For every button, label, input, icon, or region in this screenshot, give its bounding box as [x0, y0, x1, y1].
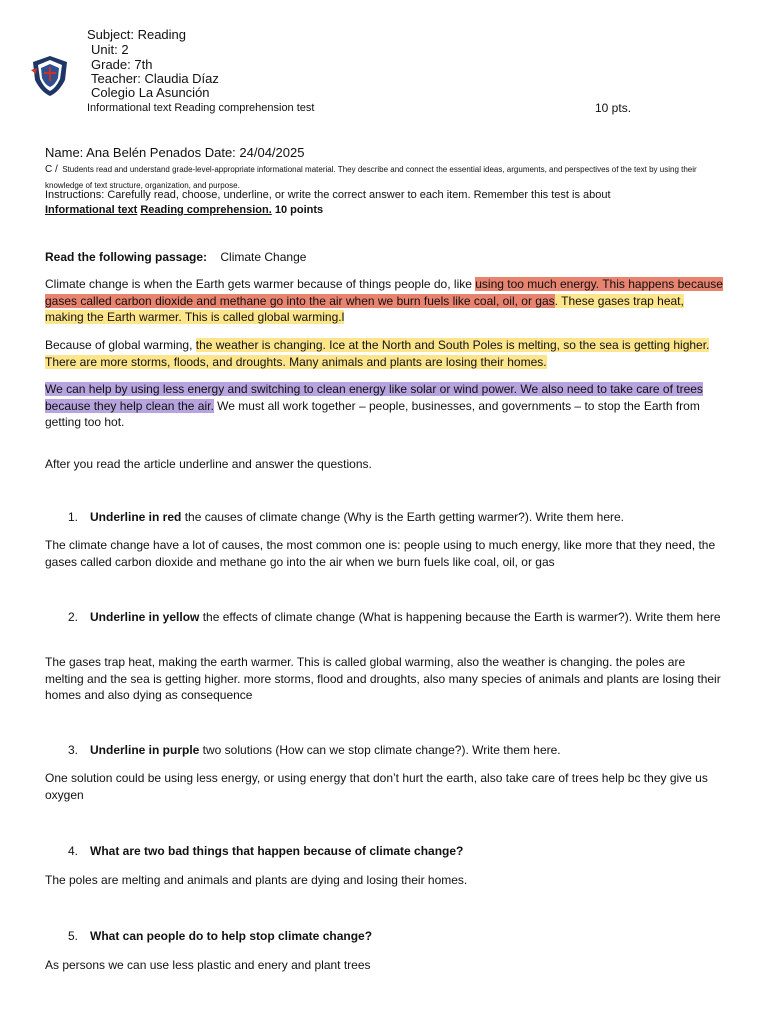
p2-yellow-highlight: the weather is changing. Ice at the North and South Poles is melting, so the sea is getting higher. There are more storms, floods, and droughts. Many animals and plants are losing their homes.: [45, 338, 710, 369]
teacher-line: Teacher: Claudia Díaz: [91, 71, 219, 86]
subject-line: Subject: Reading: [87, 27, 187, 42]
question-prompt-bold: Underline in purple: [90, 743, 200, 757]
question-3: [68, 742, 728, 759]
question-number: 4.: [68, 844, 79, 858]
p1-yellow-highlight: . These gases trap heat, making the Earth warmer. This is called global warming.l: [45, 293, 684, 324]
instructions-text: Instructions: Carefully read, choose, underline, or write the correct answer to each item. Remember this test is about: [45, 189, 611, 201]
question-2: [68, 609, 728, 626]
answer-1[interactable]: The climate change have a lot of causes, the most common one is: people using to much energy, like more that they need, the gases called carbon dioxide and methane go into the air when we burn fuels like coal, oil, or gas: [45, 538, 716, 569]
passage-paragraph-1: [45, 276, 725, 326]
passage-title: Climate Change: [220, 250, 307, 264]
grade-line: Grade: 7th: [91, 57, 153, 72]
question-prompt-text: two solutions (How can we stop climate change?). Write them here.: [199, 743, 561, 757]
question-1: [68, 509, 728, 526]
question-prompt-text: the effects of climate change (What is happening because the Earth is warmer?). Write them here: [199, 610, 721, 624]
topic-reading: Reading comprehension.: [140, 204, 272, 216]
p1-plain: Climate change is when the Earth gets warmer because of things people do, like: [45, 277, 476, 291]
question-prompt-bold: Underline in red: [90, 510, 182, 524]
question-prompt-bold: Underline in yellow: [90, 610, 200, 624]
question-number: 5.: [68, 929, 79, 943]
p1-red-highlight: using too much energy. This happens because gases called carbon dioxide and methane go into the air when we burn fuels like coal, oil, or gas: [45, 277, 723, 308]
question-4: [68, 843, 728, 860]
test-points: 10 pts.: [595, 101, 632, 115]
passage-paragraph-3: [45, 381, 725, 431]
school-shield-icon: [29, 54, 71, 98]
question-prompt-bold: What can people do to help stop climate change?: [90, 929, 373, 943]
question-number: 1.: [68, 510, 79, 524]
test-title: Informational text Reading comprehension test: [87, 102, 315, 114]
topic-informational: Informational text: [45, 204, 138, 216]
school-logo: [29, 54, 71, 98]
standard-code: C /: [45, 164, 58, 175]
p3-plain: We must all work together – people, businesses, and governments – to stop the Earth from getting too hot.: [45, 398, 700, 429]
passage-heading: [45, 249, 306, 265]
answer-3[interactable]: One solution could be using less energy, or using energy that don’t hurt the earth, also take care of trees help bc they give us oxygen: [45, 771, 708, 802]
question-5: [68, 928, 728, 945]
school-line: Colegio La Asunción: [91, 85, 210, 100]
unit-line: Unit: 2: [91, 42, 129, 57]
p2-plain: Because of global warming,: [45, 338, 196, 352]
passage-paragraph-2: [45, 337, 725, 370]
answer-2[interactable]: The gases trap heat, making the earth warmer. This is called global warming, also the weather is changing. the poles are melting and the sea is getting higher. more storms, flood and droughts, also many species of animals and plants are losing their homes and also dying as consequence: [45, 655, 721, 702]
instructions-block: [45, 188, 745, 218]
answer-5[interactable]: As persons we can use less plastic and enery and plant trees: [45, 958, 371, 972]
question-prompt-text: the causes of climate change (Why is the Earth getting warmer?). Write them here.: [181, 510, 624, 524]
question-number: 2.: [68, 610, 79, 624]
answer-4[interactable]: The poles are melting and animals and plants are dying and losing their homes.: [45, 873, 468, 887]
p3-purple-highlight: We can help by using less energy and switching to clean energy like solar or wind power. We also need to take care of trees because they help clean the air.: [45, 382, 703, 413]
name-date-line: Name: Ana Belén Penados Date: 24/04/2025: [45, 145, 305, 160]
after-reading-instruction: After you read the article underline and answer the questions.: [45, 457, 372, 471]
topic-points: 10 points: [274, 204, 324, 216]
question-prompt-bold: What are two bad things that happen because of climate change?: [90, 844, 464, 858]
question-number: 3.: [68, 743, 79, 757]
passage-label: Read the following passage:: [45, 250, 208, 264]
standard-text: Students read and understand grade-level-appropriate informational material. They describe and connect the essential ideas, arguments, and perspectives of the text by using their knowledge of text structure, organization, and purpose.: [45, 165, 697, 190]
